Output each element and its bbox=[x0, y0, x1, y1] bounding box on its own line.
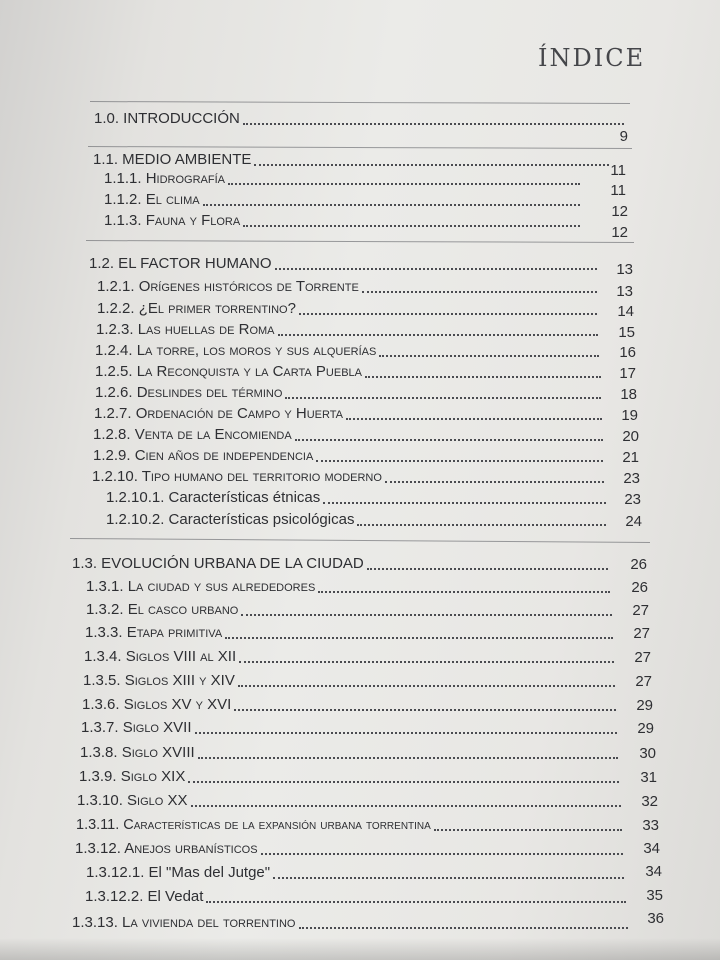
dot-leader bbox=[234, 709, 616, 711]
toc-entry-label: 1.3.7. Siglo XVII bbox=[81, 719, 192, 736]
toc-page-number: 26 bbox=[630, 556, 647, 573]
dot-leader bbox=[316, 460, 603, 462]
toc-entry bbox=[95, 384, 605, 402]
toc-page-number: 12 bbox=[611, 224, 628, 241]
toc-entry-label: 1.2.7. Ordenación de Campo y Huerta bbox=[94, 405, 343, 422]
toc-entry bbox=[104, 170, 584, 188]
toc-entry bbox=[93, 447, 607, 465]
toc-entry-label: 1.3.9. Siglo XIX bbox=[79, 768, 186, 785]
dot-leader bbox=[299, 927, 629, 929]
toc-page-number: 36 bbox=[647, 910, 664, 927]
dot-leader bbox=[254, 164, 609, 166]
toc-page-number: 18 bbox=[620, 386, 637, 403]
toc-page-number: 20 bbox=[622, 428, 639, 445]
toc-entry-label: 1.2.4. La torre, los moros y sus alquerías bbox=[95, 342, 377, 359]
dot-leader bbox=[299, 313, 597, 315]
dot-leader bbox=[365, 376, 601, 378]
toc-entry-label: 1.1.3. Fauna y Flora bbox=[104, 212, 241, 229]
toc-entry-label: 1.3.10. Siglo XX bbox=[77, 792, 188, 809]
toc-entry-label: 1.1.2. El clima bbox=[104, 191, 200, 208]
toc-entry-label: 1.1.1. Hidrografía bbox=[104, 170, 225, 187]
toc-page-number: 13 bbox=[616, 261, 633, 278]
dot-leader bbox=[285, 397, 601, 399]
dot-leader bbox=[228, 183, 580, 185]
toc-entry bbox=[85, 624, 617, 642]
toc-entry-label: 1.3.12. Anejos urbanísticos bbox=[75, 840, 258, 857]
toc-page-number: 15 bbox=[618, 324, 635, 341]
toc-entry-label: 1.3.8. Siglo XVIII bbox=[80, 744, 195, 761]
toc-entry-label: 1.2.1. Orígenes históricos de Torrente bbox=[97, 278, 359, 295]
dot-leader bbox=[191, 805, 621, 807]
dot-leader bbox=[238, 685, 615, 687]
toc-entry-label: 1.3.6. Siglos XV y XVI bbox=[82, 696, 232, 713]
toc-entry-label: 1.2.2. ¿El primer torrentino? bbox=[97, 300, 296, 317]
toc-entry-label: 1.2.9. Cien años de independencia bbox=[93, 447, 314, 464]
toc-entry-label: 1.2.10.1. Características étnicas bbox=[106, 489, 321, 506]
toc-entry-label: 1.2.6. Deslindes del término bbox=[95, 384, 283, 401]
toc-entry-label: 1.2.3. Las huellas de Roma bbox=[96, 321, 275, 338]
toc-entry bbox=[97, 278, 601, 296]
dot-leader bbox=[239, 661, 614, 663]
toc-entry-label: 1.2.8. Venta de la Encomienda bbox=[93, 426, 292, 443]
toc-page-number: 26 bbox=[631, 579, 648, 596]
toc-entry bbox=[76, 816, 626, 834]
toc-page-number: 24 bbox=[625, 513, 642, 530]
section-divider bbox=[86, 240, 634, 243]
toc-entry-label: 1.3.4. Siglos VIII al XII bbox=[84, 648, 237, 665]
dot-leader bbox=[295, 439, 603, 441]
toc-entry-label: 1.2. EL FACTOR HUMANO bbox=[89, 255, 272, 272]
toc-entry bbox=[85, 888, 630, 906]
toc-page-number: 13 bbox=[616, 283, 633, 300]
toc-entry-label: 1.0. INTRODUCCIÓN bbox=[94, 110, 240, 127]
dot-leader bbox=[346, 418, 602, 420]
toc-entry bbox=[92, 468, 608, 486]
toc-entry-label: 1.2.10. Tipo humano del territorio moderno bbox=[92, 468, 382, 485]
page-bottom-shadow bbox=[0, 938, 720, 960]
toc-entry-label: 1.2.10.2. Características psicológicas bbox=[106, 511, 355, 528]
dot-leader bbox=[379, 355, 599, 357]
dot-leader bbox=[323, 502, 606, 504]
toc-page-number: 30 bbox=[639, 745, 656, 762]
toc-entry bbox=[80, 744, 622, 762]
toc-page-number: 23 bbox=[624, 491, 641, 508]
toc-page-number: 17 bbox=[619, 365, 636, 382]
toc-page-number: 11 bbox=[610, 182, 626, 199]
toc-page-number: 32 bbox=[641, 793, 658, 810]
toc-entry bbox=[82, 696, 620, 714]
toc-entry bbox=[97, 300, 601, 318]
toc-entry bbox=[93, 151, 613, 169]
toc-entry bbox=[104, 191, 584, 209]
toc-entry bbox=[95, 342, 603, 360]
toc-entry bbox=[72, 914, 632, 932]
toc-page-number: 19 bbox=[621, 407, 638, 424]
toc-page-number: 29 bbox=[636, 697, 653, 714]
toc-entry bbox=[79, 768, 623, 786]
toc-entry bbox=[96, 321, 602, 339]
toc-entry bbox=[81, 719, 621, 737]
toc-page-number: 34 bbox=[643, 840, 660, 857]
dot-leader bbox=[225, 637, 613, 639]
toc-entry-label: 1.3.12.1. El "Mas del Jutge" bbox=[86, 864, 271, 881]
toc-entry-label: 1.3.11. Características de la expansión urbana torrentina bbox=[76, 817, 431, 833]
dot-leader bbox=[273, 877, 624, 879]
dot-leader bbox=[206, 901, 626, 903]
section-divider bbox=[70, 538, 650, 543]
toc-entry-label: 1.3.12.2. El Vedat bbox=[85, 888, 204, 905]
dot-leader bbox=[203, 204, 580, 206]
toc-entry bbox=[75, 840, 627, 858]
dot-leader bbox=[318, 591, 610, 593]
toc-page-number: 33 bbox=[642, 817, 659, 834]
toc-entry bbox=[93, 426, 607, 444]
toc-entry bbox=[72, 555, 612, 573]
toc-entry-label: 1.3.3. Etapa primitiva bbox=[85, 624, 223, 641]
toc-entry-label: 1.3.5. Siglos XIII y XIV bbox=[83, 672, 235, 689]
section-divider bbox=[90, 101, 630, 104]
dot-leader bbox=[275, 268, 597, 270]
dot-leader bbox=[362, 291, 597, 293]
toc-page-number: 16 bbox=[619, 344, 636, 361]
toc-entry bbox=[94, 110, 628, 128]
toc-page-number: 35 bbox=[646, 887, 663, 904]
dot-leader bbox=[188, 781, 619, 783]
dot-leader bbox=[198, 757, 618, 759]
toc-entry bbox=[106, 511, 610, 529]
toc-page-number: 34 bbox=[645, 863, 662, 880]
toc-entry bbox=[94, 405, 606, 423]
toc-entry bbox=[83, 672, 619, 690]
toc-page-number: 27 bbox=[632, 602, 649, 619]
toc-entry bbox=[95, 363, 605, 381]
index-heading: ÍNDICE bbox=[538, 44, 646, 72]
toc-entry-label: 1.3. EVOLUCIÓN URBANA DE LA CIUDAD bbox=[72, 555, 364, 572]
toc-entry bbox=[104, 212, 584, 230]
toc-page-number: 11 bbox=[610, 162, 626, 179]
toc-entry-label: 1.3.13. La vivienda del torrentino bbox=[72, 914, 296, 931]
dot-leader bbox=[195, 732, 618, 734]
toc-entry-label: 1.2.5. La Reconquista y la Carta Puebla bbox=[95, 363, 362, 380]
toc-entry bbox=[86, 601, 616, 619]
toc-entry bbox=[77, 792, 625, 810]
dot-leader bbox=[278, 334, 598, 336]
toc-entry-label: 1.1. MEDIO AMBIENTE bbox=[93, 151, 252, 168]
toc-entry bbox=[106, 489, 610, 507]
toc-page-number: 29 bbox=[637, 720, 654, 737]
toc-entry bbox=[86, 864, 628, 882]
toc-page-number: 21 bbox=[622, 449, 639, 466]
toc-page-number: 27 bbox=[634, 649, 651, 666]
toc-page-number: 14 bbox=[617, 303, 634, 320]
toc-entry-label: 1.3.2. El casco urbano bbox=[86, 601, 239, 618]
dot-leader bbox=[434, 829, 622, 831]
section-divider bbox=[88, 146, 632, 149]
dot-leader bbox=[367, 568, 608, 570]
toc-page-number: 27 bbox=[633, 625, 650, 642]
toc-page-number: 12 bbox=[611, 203, 628, 220]
dot-leader bbox=[243, 123, 624, 125]
toc-page-number: 23 bbox=[623, 470, 640, 487]
dot-leader bbox=[241, 614, 612, 616]
toc-entry-label: 1.3.1. La ciudad y sus alrededores bbox=[86, 578, 316, 595]
toc-page-number: 9 bbox=[619, 128, 628, 145]
dot-leader bbox=[243, 225, 580, 227]
dot-leader bbox=[385, 481, 604, 483]
dot-leader bbox=[357, 524, 606, 526]
toc-page-number: 27 bbox=[635, 673, 652, 690]
toc-page-number: 31 bbox=[640, 769, 657, 786]
toc-entry bbox=[89, 255, 601, 273]
dot-leader bbox=[261, 853, 623, 855]
toc-entry bbox=[84, 648, 618, 666]
toc-entry bbox=[86, 578, 614, 596]
